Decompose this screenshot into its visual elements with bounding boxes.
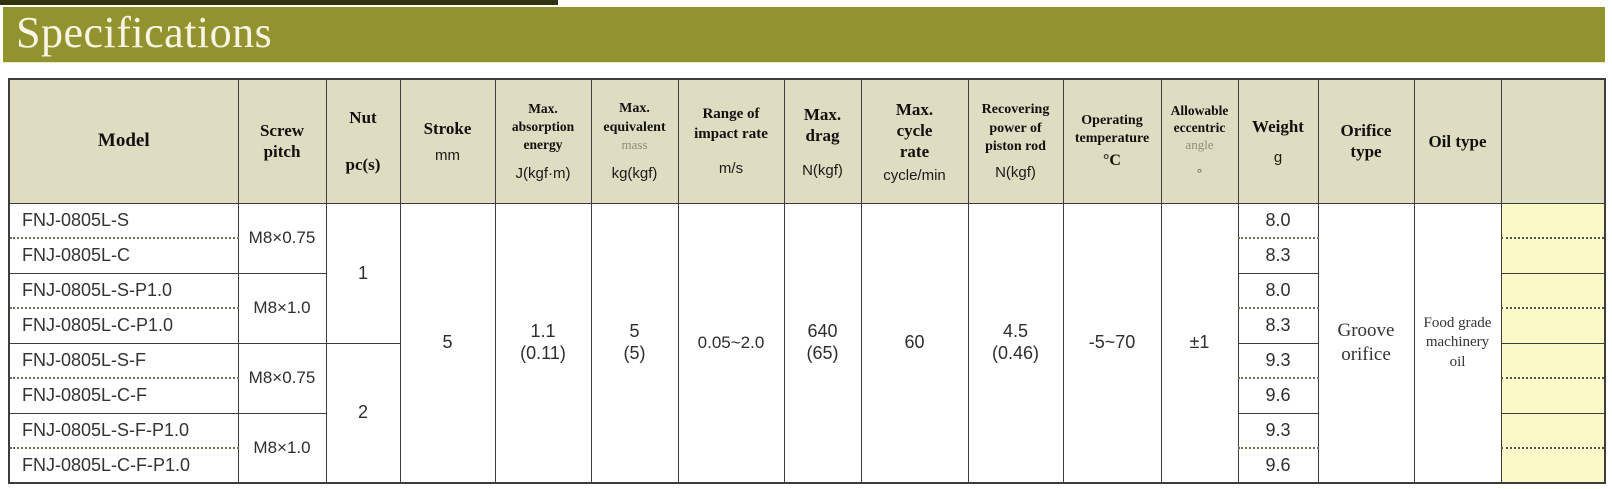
- value-line: oil: [1449, 353, 1466, 370]
- max-drag-cell: [784, 203, 861, 483]
- header-cell-max-equivalent-mass: [591, 79, 678, 203]
- header-label: Model: [97, 130, 150, 152]
- header-unit: g: [1273, 149, 1283, 167]
- value-line: machinery: [1425, 334, 1490, 350]
- header-cell-oil-type: [1414, 79, 1501, 203]
- header-unit: mm: [435, 147, 460, 165]
- header-unit: °C: [1103, 152, 1121, 170]
- header-label: Max.: [619, 101, 650, 117]
- header-cell-weight: [1238, 79, 1318, 203]
- note-cell: [1501, 203, 1605, 238]
- header-cell-allowable-eccentric: [1161, 79, 1238, 203]
- model-cell: FNJ-0805L-C-F: [9, 378, 238, 413]
- header-label: pc(s): [345, 155, 381, 175]
- weight-cell: 9.3: [1238, 413, 1318, 448]
- header-cell-stroke: [400, 79, 495, 203]
- header-cell-notes: [1501, 79, 1605, 203]
- max-equivalent-mass-cell: [591, 203, 678, 483]
- screw-pitch-cell: M8×0.75: [238, 203, 326, 273]
- header-label: Operating: [1081, 113, 1143, 129]
- header-label: cycle: [896, 121, 933, 141]
- header-cell-max-drag: [784, 79, 861, 203]
- operating-temperature-cell: -5~70: [1063, 203, 1161, 483]
- header-label: energy: [523, 136, 563, 152]
- section-banner: [3, 7, 1605, 63]
- header-unit: J(kgf·m): [515, 165, 571, 183]
- screw-pitch-cell: M8×1.0: [238, 413, 326, 483]
- header-label: Allowable: [1170, 102, 1229, 118]
- model-cell: FNJ-0805L-S: [9, 203, 238, 238]
- weight-cell: 9.3: [1238, 343, 1318, 378]
- header-label: Range of: [702, 106, 760, 123]
- header-cell-orifice-type: [1318, 79, 1414, 203]
- weight-cell: 9.6: [1238, 378, 1318, 413]
- value-main: 5: [629, 321, 640, 342]
- note-cell: [1501, 448, 1605, 483]
- header-cell-model: [9, 79, 238, 203]
- weight-cell: 8.0: [1238, 203, 1318, 238]
- value-paren: (5): [623, 342, 646, 363]
- header-cell-operating-temperature: [1063, 79, 1161, 203]
- model-cell: FNJ-0805L-C-P1.0: [9, 308, 238, 343]
- header-label: Stroke: [423, 119, 472, 139]
- value-line: orifice: [1341, 343, 1391, 365]
- header-label: Max.: [528, 101, 558, 117]
- note-cell: [1501, 238, 1605, 273]
- header-label: type: [1350, 142, 1382, 162]
- header-sublabel: mass: [621, 136, 648, 152]
- header-unit: N(kgf): [802, 162, 843, 179]
- max-absorption-energy-cell: [495, 203, 591, 483]
- value-paren: (65): [806, 342, 839, 363]
- header-row: [9, 79, 1605, 203]
- header-unit: °: [1196, 164, 1203, 180]
- header-label: Recovering: [981, 102, 1050, 118]
- oil-type-cell: [1414, 203, 1501, 483]
- header-label: Oil type: [1428, 131, 1487, 151]
- header-label: absorption: [511, 118, 575, 134]
- allowable-eccentric-cell: ±1: [1161, 203, 1238, 483]
- header-cell-max-cycle-rate: [861, 79, 968, 203]
- model-cell: FNJ-0805L-C-F-P1.0: [9, 448, 238, 483]
- header-label: Max.: [895, 99, 934, 119]
- model-cell: FNJ-0805L-S-P1.0: [9, 273, 238, 308]
- note-cell: [1501, 378, 1605, 413]
- value-line: Groove: [1337, 320, 1395, 341]
- screw-pitch-cell: M8×0.75: [238, 343, 326, 413]
- stroke-cell: 5: [400, 203, 495, 483]
- spec-table: [8, 78, 1606, 484]
- header-unit: cycle/min: [883, 166, 946, 184]
- header-label: Nut: [349, 108, 377, 127]
- value-paren: (0.46): [991, 342, 1040, 363]
- header-label: rate: [899, 142, 930, 162]
- header-label: equivalent: [603, 119, 666, 135]
- header-label: Orifice: [1340, 121, 1392, 140]
- note-cell: [1501, 343, 1605, 378]
- nut-cell: 2: [326, 343, 400, 483]
- table-row: [9, 203, 1605, 238]
- header-label: piston rod: [985, 138, 1046, 154]
- nut-cell: 1: [326, 203, 400, 343]
- header-label: power of: [989, 120, 1042, 136]
- header-sublabel: angle: [1185, 136, 1214, 152]
- value-main: 4.5: [1002, 321, 1029, 342]
- header-label: eccentric: [1173, 120, 1226, 136]
- header-label: Screw: [259, 121, 305, 140]
- weight-cell: 8.0: [1238, 273, 1318, 308]
- header-label: temperature: [1074, 131, 1150, 147]
- recovering-power-cell: [968, 203, 1063, 483]
- weight-cell: 9.6: [1238, 448, 1318, 483]
- header-unit: N(kgf): [995, 164, 1036, 182]
- header-cell-nut: [326, 79, 400, 203]
- value-main: 640: [807, 321, 838, 342]
- note-cell: [1501, 413, 1605, 448]
- value-line: Food grade: [1423, 314, 1492, 331]
- header-cell-screw-pitch: [238, 79, 326, 203]
- weight-cell: 8.3: [1238, 308, 1318, 343]
- weight-cell: 8.3: [1238, 238, 1318, 273]
- header-label: Max.: [803, 104, 842, 124]
- header-unit: m/s: [718, 160, 744, 178]
- header-cell-max-absorption-energy: [495, 79, 591, 203]
- header-label: drag: [805, 125, 840, 145]
- header-cell-impact-rate-range: [678, 79, 784, 203]
- top-edge-strip: [0, 0, 558, 5]
- header-unit: kg(kgf): [611, 165, 658, 183]
- screw-pitch-cell: M8×1.0: [238, 273, 326, 343]
- impact-rate-range-cell: 0.05~2.0: [678, 203, 784, 483]
- orifice-type-cell: [1318, 203, 1414, 483]
- header-cell-recovering-power: [968, 79, 1063, 203]
- model-cell: FNJ-0805L-C: [9, 238, 238, 273]
- note-cell: [1501, 308, 1605, 343]
- header-label: impact rate: [694, 125, 768, 142]
- header-label: Weight: [1252, 117, 1304, 137]
- note-cell: [1501, 273, 1605, 308]
- model-cell: FNJ-0805L-S-F: [9, 343, 238, 378]
- value-main: 1.1: [530, 321, 556, 342]
- page-title: Specifications: [16, 7, 273, 57]
- value-paren: (0.11): [520, 342, 566, 363]
- model-cell: FNJ-0805L-S-F-P1.0: [9, 413, 238, 448]
- max-cycle-rate-cell: 60: [861, 203, 968, 483]
- header-label: pitch: [263, 142, 301, 162]
